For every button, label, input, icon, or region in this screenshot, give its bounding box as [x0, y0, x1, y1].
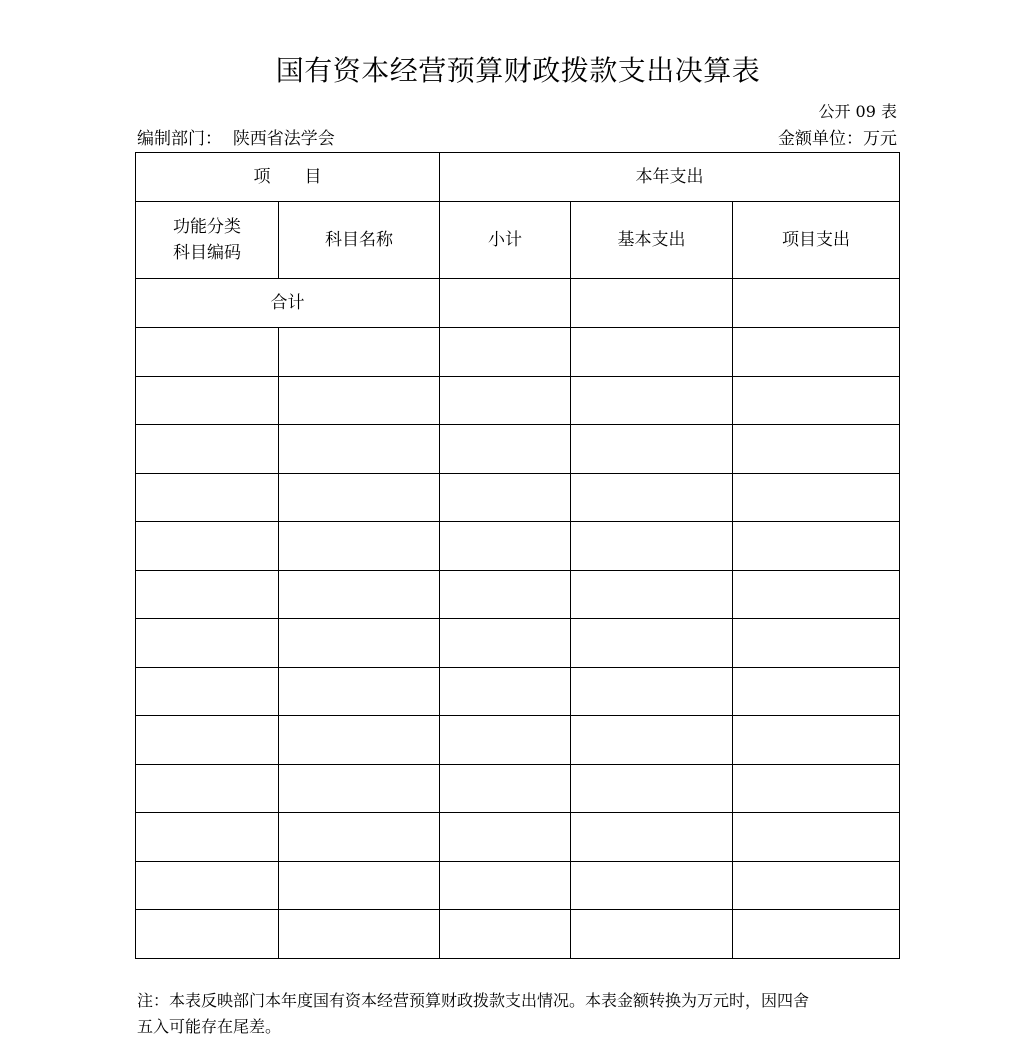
- header-row-1: [136, 153, 900, 202]
- table-row: [136, 473, 900, 522]
- footnote-line1: 注：本表反映部门本年度国有资本经营预算财政拨款支出情况。本表金额转换为万元时，因四舍: [137, 991, 810, 1010]
- subject-name-cell: [279, 376, 440, 425]
- table-row: [136, 667, 900, 716]
- subtotal-cell: [440, 910, 571, 959]
- subject-name-cell: [279, 522, 440, 571]
- table-row: [136, 619, 900, 668]
- basic-cell: [571, 813, 733, 862]
- basic-cell: [571, 522, 733, 571]
- func-code-cell: [136, 910, 279, 959]
- project-cell: [733, 522, 900, 571]
- total-project: [733, 279, 900, 328]
- func-code-cell: [136, 425, 279, 474]
- subtotal-cell: [440, 764, 571, 813]
- total-row: [136, 279, 900, 328]
- project-cell: [733, 764, 900, 813]
- func-code-cell: [136, 473, 279, 522]
- project-cell: [733, 619, 900, 668]
- project-cell: [733, 861, 900, 910]
- table-row: [136, 522, 900, 571]
- basic-cell: [571, 619, 733, 668]
- subject-name-cell: [279, 473, 440, 522]
- basic-cell: [571, 667, 733, 716]
- subtotal-cell: [440, 425, 571, 474]
- subtotal-cell: [440, 667, 571, 716]
- header-item: 项 目: [136, 153, 440, 202]
- subject-name-cell: [279, 667, 440, 716]
- form-number: 公开 09 表: [818, 102, 897, 121]
- basic-cell: [571, 716, 733, 765]
- page-title: 国有资本经营预算财政拨款支出决算表: [275, 54, 761, 87]
- total-basic: [571, 279, 733, 328]
- func-code-cell: [136, 716, 279, 765]
- subtotal-cell: [440, 861, 571, 910]
- func-code-cell: [136, 522, 279, 571]
- table-row: [136, 328, 900, 377]
- amount-unit: 金额单位：万元: [778, 129, 897, 149]
- subject-name-cell: [279, 425, 440, 474]
- subject-name-cell: [279, 716, 440, 765]
- table-row: [136, 861, 900, 910]
- subtotal-cell: [440, 716, 571, 765]
- basic-cell: [571, 570, 733, 619]
- table-row: [136, 570, 900, 619]
- basic-cell: [571, 861, 733, 910]
- header-func-code: [136, 202, 279, 279]
- department-label: 编制部门：: [137, 129, 222, 149]
- department-value: 陕西省法学会: [232, 129, 335, 149]
- table-row: [136, 910, 900, 959]
- subject-name-cell: [279, 764, 440, 813]
- project-cell: [733, 328, 900, 377]
- basic-cell: [571, 376, 733, 425]
- data-rows: [136, 328, 900, 959]
- project-cell: [733, 813, 900, 862]
- func-code-cell: [136, 619, 279, 668]
- footnote-line2: 五入可能存在尾差。: [137, 1017, 282, 1036]
- table-row: [136, 764, 900, 813]
- basic-cell: [571, 910, 733, 959]
- func-code-cell: [136, 376, 279, 425]
- header-subtotal: 小计: [440, 202, 571, 279]
- project-cell: [733, 910, 900, 959]
- subject-name-cell: [279, 910, 440, 959]
- subtotal-cell: [440, 376, 571, 425]
- header-project: 项目支出: [733, 202, 900, 279]
- func-code-cell: [136, 328, 279, 377]
- expenditure-table: [135, 152, 900, 959]
- project-cell: [733, 376, 900, 425]
- total-label: 合计: [136, 279, 440, 328]
- project-cell: [733, 667, 900, 716]
- header-current-year: 本年支出: [440, 153, 900, 202]
- subtotal-cell: [440, 570, 571, 619]
- header-subject-name: 科目名称: [279, 202, 440, 279]
- project-cell: [733, 473, 900, 522]
- header-func-code-line2: 科目编码: [173, 243, 241, 263]
- table-row: [136, 716, 900, 765]
- basic-cell: [571, 473, 733, 522]
- project-cell: [733, 570, 900, 619]
- header-basic: 基本支出: [571, 202, 733, 279]
- header-func-code-line1: 功能分类: [173, 217, 241, 237]
- basic-cell: [571, 328, 733, 377]
- subtotal-cell: [440, 328, 571, 377]
- subject-name-cell: [279, 619, 440, 668]
- total-subtotal: [440, 279, 571, 328]
- subtotal-cell: [440, 473, 571, 522]
- subject-name-cell: [279, 861, 440, 910]
- table-row: [136, 813, 900, 862]
- table-row: [136, 376, 900, 425]
- project-cell: [733, 425, 900, 474]
- subtotal-cell: [440, 619, 571, 668]
- footnote: [137, 988, 902, 1040]
- func-code-cell: [136, 764, 279, 813]
- func-code-cell: [136, 861, 279, 910]
- subject-name-cell: [279, 570, 440, 619]
- department: [137, 128, 335, 150]
- func-code-cell: [136, 813, 279, 862]
- func-code-cell: [136, 667, 279, 716]
- func-code-cell: [136, 570, 279, 619]
- subtotal-cell: [440, 522, 571, 571]
- header-row-2: [136, 202, 900, 279]
- table-row: [136, 425, 900, 474]
- basic-cell: [571, 425, 733, 474]
- project-cell: [733, 716, 900, 765]
- subtotal-cell: [440, 813, 571, 862]
- subject-name-cell: [279, 813, 440, 862]
- subject-name-cell: [279, 328, 440, 377]
- basic-cell: [571, 764, 733, 813]
